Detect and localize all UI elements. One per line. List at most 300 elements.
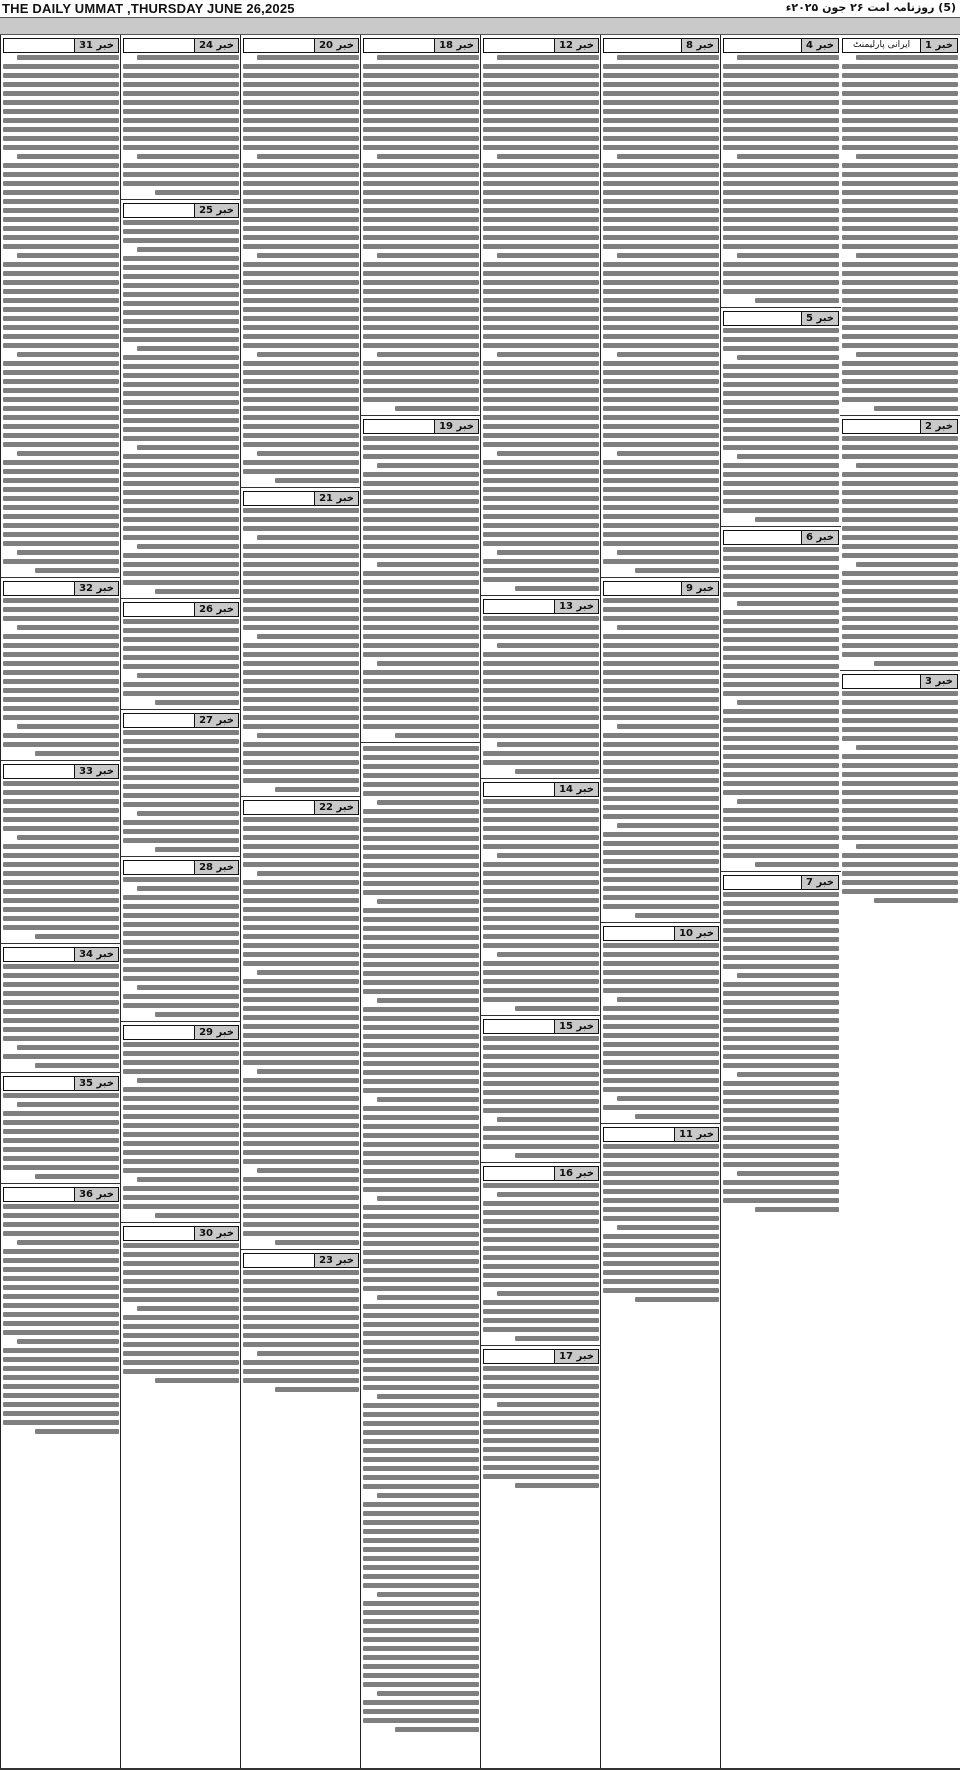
text-line xyxy=(243,1315,359,1320)
news-item-header xyxy=(123,713,239,728)
news-item-header xyxy=(3,764,119,779)
text-line xyxy=(363,1178,479,1183)
news-item-number: خبر 21 xyxy=(314,492,358,505)
news-item xyxy=(483,38,599,591)
text-line xyxy=(363,499,479,504)
text-line xyxy=(243,679,359,684)
news-item-title xyxy=(364,420,434,433)
text-line xyxy=(137,985,239,990)
text-line xyxy=(497,55,599,60)
text-line xyxy=(3,607,119,612)
text-line xyxy=(243,1006,359,1011)
text-line xyxy=(17,625,119,630)
text-line xyxy=(603,1087,719,1092)
text-line xyxy=(243,298,359,303)
text-line xyxy=(483,388,599,393)
news-item-body xyxy=(483,1036,599,1158)
text-line xyxy=(123,619,239,624)
text-line xyxy=(377,352,479,357)
text-line xyxy=(3,679,119,684)
text-line xyxy=(3,670,119,675)
text-line xyxy=(3,853,119,858)
text-line xyxy=(243,835,359,840)
text-line xyxy=(723,481,839,486)
text-line xyxy=(723,892,839,897)
text-line xyxy=(3,1009,119,1014)
text-line xyxy=(483,679,599,684)
news-item-number: خبر 5 xyxy=(801,312,838,325)
text-line xyxy=(723,1144,839,1149)
news-item-title xyxy=(843,675,920,688)
text-line xyxy=(842,235,958,240)
news-item-header xyxy=(3,947,119,962)
text-line xyxy=(123,1105,239,1110)
text-line xyxy=(363,1538,479,1543)
text-line xyxy=(617,724,719,729)
text-line xyxy=(363,836,479,841)
text-line xyxy=(603,787,719,792)
text-line xyxy=(842,607,958,612)
text-line xyxy=(243,889,359,894)
text-line xyxy=(363,697,479,702)
text-line xyxy=(483,1318,599,1323)
text-line xyxy=(363,262,479,267)
text-line xyxy=(243,64,359,69)
news-column xyxy=(600,35,721,1768)
text-line xyxy=(603,805,719,810)
text-line xyxy=(363,1574,479,1579)
text-line xyxy=(483,1183,599,1188)
text-line xyxy=(123,100,239,105)
news-item-header xyxy=(123,860,239,875)
text-line xyxy=(842,109,958,114)
text-line xyxy=(603,469,719,474)
text-line xyxy=(17,352,119,357)
text-line xyxy=(123,766,239,771)
text-line xyxy=(363,145,479,150)
text-line xyxy=(483,487,599,492)
text-line xyxy=(483,82,599,87)
text-line xyxy=(483,442,599,447)
news-item-number: خبر 2 xyxy=(920,420,957,433)
text-line xyxy=(363,1673,479,1678)
text-line xyxy=(723,556,839,561)
text-line xyxy=(603,1216,719,1221)
text-line xyxy=(483,1228,599,1233)
text-line xyxy=(723,1126,839,1131)
text-line xyxy=(723,637,839,642)
text-line xyxy=(497,643,599,648)
news-item-body xyxy=(603,943,719,1119)
text-line xyxy=(3,145,119,150)
news-column xyxy=(120,35,241,1768)
news-item xyxy=(842,38,958,411)
text-line xyxy=(483,1144,599,1149)
text-line xyxy=(842,226,958,231)
text-line xyxy=(842,361,958,366)
text-line xyxy=(243,934,359,939)
item-separator xyxy=(1,577,121,578)
news-item xyxy=(123,713,239,852)
text-line xyxy=(3,652,119,657)
text-line xyxy=(3,1393,119,1398)
text-line xyxy=(3,307,119,312)
text-line xyxy=(483,1201,599,1206)
news-item-title xyxy=(124,39,194,52)
text-line xyxy=(363,325,479,330)
text-line xyxy=(3,1276,119,1281)
text-line xyxy=(363,379,479,384)
text-line xyxy=(842,343,958,348)
news-item-title xyxy=(244,1254,314,1267)
news-item-header xyxy=(483,599,599,614)
text-line xyxy=(603,616,719,621)
text-line xyxy=(603,496,719,501)
news-item-title xyxy=(4,1188,74,1201)
news-item-number: خبر 1 xyxy=(920,39,957,52)
text-line xyxy=(842,454,958,459)
text-line xyxy=(243,517,359,522)
text-line xyxy=(363,782,479,787)
text-line xyxy=(363,1016,479,1021)
text-line xyxy=(243,1051,359,1056)
text-line xyxy=(243,271,359,276)
news-item-body xyxy=(483,1366,599,1488)
text-line xyxy=(723,574,839,579)
text-line xyxy=(723,244,839,249)
text-line xyxy=(123,328,239,333)
text-line xyxy=(483,871,599,876)
text-line xyxy=(257,55,359,60)
text-line xyxy=(363,643,479,648)
text-line xyxy=(123,571,239,576)
text-line xyxy=(123,829,239,834)
text-line xyxy=(723,763,839,768)
text-line xyxy=(842,262,958,267)
news-item-title xyxy=(484,783,554,796)
news-item-number: خبر 16 xyxy=(554,1167,598,1180)
text-line xyxy=(243,172,359,177)
text-line xyxy=(874,898,958,903)
text-line xyxy=(123,1204,239,1209)
text-line xyxy=(123,784,239,789)
text-line xyxy=(243,562,359,567)
text-line xyxy=(123,682,239,687)
text-line xyxy=(603,715,719,720)
text-line xyxy=(842,754,958,759)
text-line xyxy=(617,55,719,60)
text-line xyxy=(723,565,839,570)
text-line xyxy=(603,796,719,801)
item-separator xyxy=(121,1222,241,1223)
text-line xyxy=(123,145,239,150)
text-line xyxy=(243,979,359,984)
text-line xyxy=(137,1306,239,1311)
columns-container xyxy=(0,35,960,1768)
text-line xyxy=(483,532,599,537)
text-line xyxy=(363,1070,479,1075)
text-line xyxy=(3,826,119,831)
news-item-header xyxy=(243,800,359,815)
text-line xyxy=(243,118,359,123)
text-line xyxy=(123,922,239,927)
text-line xyxy=(243,235,359,240)
text-line xyxy=(363,944,479,949)
news-item-body xyxy=(363,436,479,738)
text-line xyxy=(603,679,719,684)
news-item xyxy=(483,782,599,1011)
text-line xyxy=(755,862,839,867)
text-line xyxy=(497,853,599,858)
text-line xyxy=(363,791,479,796)
text-line xyxy=(243,163,359,168)
text-line xyxy=(123,1369,239,1374)
text-line xyxy=(3,109,119,114)
text-line xyxy=(363,1052,479,1057)
text-line xyxy=(842,325,958,330)
text-line xyxy=(123,409,239,414)
text-line xyxy=(723,673,839,678)
text-line xyxy=(123,637,239,642)
text-line xyxy=(363,1061,479,1066)
text-line xyxy=(603,742,719,747)
text-line xyxy=(603,532,719,537)
text-line xyxy=(363,1583,479,1588)
text-line xyxy=(842,862,958,867)
text-line xyxy=(3,1147,119,1152)
text-line xyxy=(3,616,119,621)
text-line xyxy=(603,832,719,837)
text-line xyxy=(842,652,958,657)
text-line xyxy=(377,253,479,258)
news-item-body xyxy=(243,817,359,1245)
text-line xyxy=(737,55,839,60)
text-line xyxy=(243,742,359,747)
news-item-title xyxy=(4,582,74,595)
text-line xyxy=(363,746,479,751)
text-line xyxy=(3,361,119,366)
text-line xyxy=(3,262,119,267)
text-line xyxy=(377,1691,479,1696)
text-line xyxy=(123,109,239,114)
news-item-body xyxy=(123,730,239,852)
text-line xyxy=(483,715,599,720)
text-line xyxy=(842,763,958,768)
text-line xyxy=(617,625,719,630)
text-line xyxy=(603,514,719,519)
text-line xyxy=(363,1484,479,1489)
news-item-number: خبر 7 xyxy=(801,876,838,889)
text-line xyxy=(723,1189,839,1194)
text-line xyxy=(603,643,719,648)
text-line xyxy=(603,904,719,909)
text-line xyxy=(603,952,719,957)
news-item-body xyxy=(483,799,599,1011)
text-line xyxy=(243,688,359,693)
text-line xyxy=(243,1015,359,1020)
text-line xyxy=(35,1174,119,1179)
text-line xyxy=(723,445,839,450)
text-line xyxy=(603,598,719,603)
text-line xyxy=(363,343,479,348)
text-line xyxy=(363,926,479,931)
item-separator xyxy=(241,1249,361,1250)
text-line xyxy=(363,235,479,240)
text-line xyxy=(155,700,239,705)
news-item-title xyxy=(604,1128,674,1141)
text-line xyxy=(123,931,239,936)
text-line xyxy=(483,1327,599,1332)
text-line xyxy=(603,217,719,222)
text-line xyxy=(243,1195,359,1200)
text-line xyxy=(363,1646,479,1651)
text-line xyxy=(363,1520,479,1525)
text-line xyxy=(363,1565,479,1570)
text-line xyxy=(123,265,239,270)
news-item-header xyxy=(363,419,479,434)
text-line xyxy=(723,1108,839,1113)
text-line xyxy=(363,217,479,222)
text-line xyxy=(3,991,119,996)
text-line xyxy=(363,64,479,69)
text-line xyxy=(257,871,359,876)
news-item-title: ایرانی پارلیمنٹ xyxy=(852,40,911,50)
text-line xyxy=(243,508,359,513)
text-line xyxy=(755,298,839,303)
text-line xyxy=(723,646,839,651)
text-line xyxy=(483,469,599,474)
text-line xyxy=(842,298,958,303)
text-line xyxy=(483,181,599,186)
text-line xyxy=(3,1402,119,1407)
text-line xyxy=(603,814,719,819)
text-line xyxy=(243,706,359,711)
text-line xyxy=(856,463,958,468)
text-line xyxy=(363,715,479,720)
text-line xyxy=(257,352,359,357)
news-item-header xyxy=(603,926,719,941)
text-line xyxy=(363,1610,479,1615)
text-line xyxy=(603,307,719,312)
text-line xyxy=(3,1156,119,1161)
text-line xyxy=(723,280,839,285)
text-line xyxy=(842,571,958,576)
text-line xyxy=(617,451,719,456)
text-line xyxy=(123,136,239,141)
news-item-body xyxy=(3,1204,119,1434)
text-line xyxy=(603,199,719,204)
news-item xyxy=(842,674,958,903)
text-line xyxy=(483,670,599,675)
text-line xyxy=(842,271,958,276)
text-line xyxy=(363,1241,479,1246)
news-item-body xyxy=(723,55,839,303)
text-line xyxy=(723,508,839,513)
text-line xyxy=(723,109,839,114)
text-line xyxy=(603,406,719,411)
text-line xyxy=(483,1393,599,1398)
text-line xyxy=(617,253,719,258)
text-line xyxy=(603,850,719,855)
text-line xyxy=(363,1628,479,1633)
text-line xyxy=(723,172,839,177)
text-line xyxy=(737,355,839,360)
text-line xyxy=(3,1111,119,1116)
text-line xyxy=(723,628,839,633)
text-line xyxy=(3,415,119,420)
news-item-number: خبر 35 xyxy=(74,1077,118,1090)
text-line xyxy=(603,541,719,546)
text-line xyxy=(363,388,479,393)
text-line xyxy=(123,820,239,825)
news-item-body xyxy=(243,55,359,483)
text-line xyxy=(243,553,359,558)
text-line xyxy=(617,823,719,828)
text-line xyxy=(17,1339,119,1344)
text-line xyxy=(483,217,599,222)
text-line xyxy=(723,610,839,615)
news-item-number: خبر 9 xyxy=(681,582,718,595)
news-item-number: خبر 34 xyxy=(74,948,118,961)
text-line xyxy=(842,472,958,477)
text-line xyxy=(137,346,239,351)
text-line xyxy=(123,1003,239,1008)
text-line xyxy=(497,742,599,747)
text-line xyxy=(3,334,119,339)
text-line xyxy=(723,937,839,942)
text-line xyxy=(3,271,119,276)
text-line xyxy=(723,163,839,168)
text-line xyxy=(723,955,839,960)
news-item xyxy=(243,38,359,483)
text-line xyxy=(377,463,479,468)
text-line xyxy=(483,826,599,831)
text-line xyxy=(123,1159,239,1164)
text-line xyxy=(603,226,719,231)
text-line xyxy=(737,1171,839,1176)
text-line xyxy=(3,1027,119,1032)
news-item-title xyxy=(4,39,74,52)
text-line xyxy=(257,154,359,159)
news-column xyxy=(840,35,960,1768)
text-line xyxy=(137,154,239,159)
text-line xyxy=(363,1232,479,1237)
text-line xyxy=(363,1547,479,1552)
text-line xyxy=(363,1430,479,1435)
text-line xyxy=(723,271,839,276)
text-line xyxy=(3,226,119,231)
text-line xyxy=(3,190,119,195)
text-line xyxy=(243,289,359,294)
text-line xyxy=(603,895,719,900)
text-line xyxy=(603,280,719,285)
news-item-body xyxy=(123,1243,239,1383)
news-item xyxy=(123,38,239,195)
text-line xyxy=(155,1213,239,1218)
text-line xyxy=(363,773,479,778)
text-line xyxy=(243,997,359,1002)
text-line xyxy=(842,553,958,558)
text-line xyxy=(17,1240,119,1245)
text-line xyxy=(3,424,119,429)
item-separator xyxy=(721,307,841,308)
text-line xyxy=(243,1177,359,1182)
text-line xyxy=(603,1288,719,1293)
text-line xyxy=(603,670,719,675)
text-line xyxy=(123,775,239,780)
text-line xyxy=(755,1207,839,1212)
text-line xyxy=(3,514,119,519)
